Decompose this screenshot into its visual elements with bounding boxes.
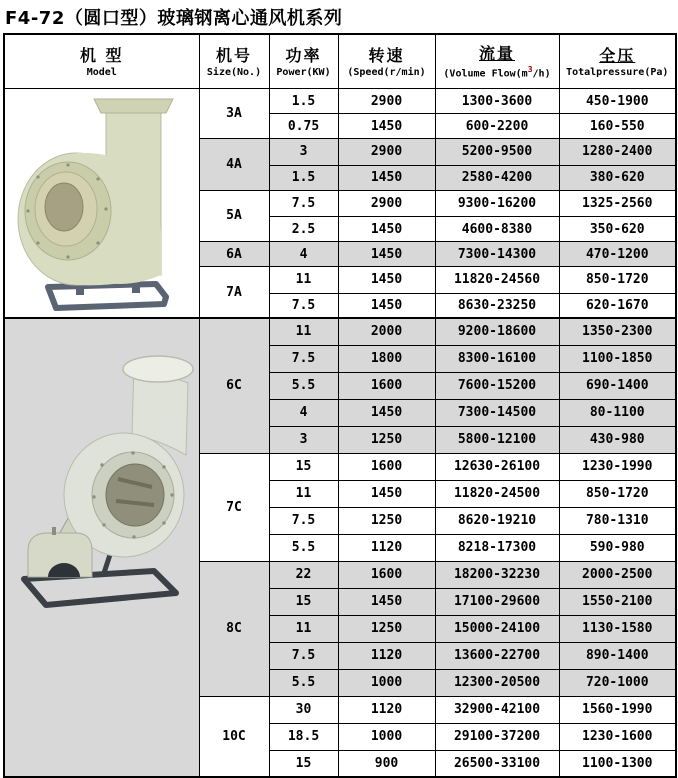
speed-cell: 1450 (338, 165, 435, 190)
header-size-en: Size(No.) (206, 66, 262, 78)
pressure-cell: 850-1720 (559, 267, 676, 294)
flow-cell: 9200-18600 (435, 318, 559, 345)
header-power-zh: 功率 (285, 45, 322, 65)
speed-cell: 1600 (338, 561, 435, 588)
header-model (4, 34, 199, 89)
power-cell: 5.5 (269, 534, 338, 561)
speed-cell: 2900 (338, 89, 435, 114)
speed-cell: 1120 (338, 696, 435, 723)
pressure-cell: 1230-1990 (559, 453, 676, 480)
header-flow-en: (Volume $Flow(m^3/h)$ (443, 64, 551, 80)
speed-cell: 1250 (338, 426, 435, 453)
header-flow (435, 34, 559, 89)
speed-cell: 1120 (338, 534, 435, 561)
size-no-cell-6A: 6A (199, 242, 269, 267)
header-flow-zh: 流量 (478, 43, 515, 63)
flow-cell: 32900-42100 (435, 696, 559, 723)
header-power (269, 34, 338, 89)
speed-cell: 1450 (338, 267, 435, 294)
flow-cell: 8630-23250 (435, 293, 559, 318)
speed-cell: 1450 (338, 399, 435, 426)
size-no-cell-6C: 6C (199, 318, 269, 453)
flow-cell: 1300-3600 (435, 89, 559, 114)
speed-cell: 1450 (338, 588, 435, 615)
power-cell: 18.5 (269, 723, 338, 750)
size-no-cell-3A: 3A (199, 89, 269, 139)
header-size-zh: 机号 (215, 45, 252, 65)
power-cell: 3 (269, 139, 338, 166)
flow-cell: 11820-24500 (435, 480, 559, 507)
speed-cell: 1250 (338, 615, 435, 642)
flow-cell: 9300-16200 (435, 190, 559, 217)
pressure-cell: 450-1900 (559, 89, 676, 114)
speed-cell: 2900 (338, 190, 435, 217)
header-speed-en: (Speed(r/min) (347, 66, 426, 78)
pressure-cell: 1325-2560 (559, 190, 676, 217)
flow-cell: 13600-22700 (435, 642, 559, 669)
power-cell: 30 (269, 696, 338, 723)
page-title: F4-72（圆口型）玻璃钢离心通风机系列 (5, 8, 343, 29)
pressure-cell: 620-1670 (559, 293, 676, 318)
model-photo-cell-C (4, 318, 199, 777)
model-photo-cell-A (4, 89, 199, 319)
pressure-cell: 1100-1850 (559, 345, 676, 372)
flow-cell: 12300-20500 (435, 669, 559, 696)
header-model-en: Model (86, 66, 117, 78)
direct-drive-fan-image (6, 91, 197, 313)
pressure-cell: 1550-2100 (559, 588, 676, 615)
power-cell: 15 (269, 588, 338, 615)
power-cell: 15 (269, 750, 338, 777)
power-cell: 11 (269, 480, 338, 507)
power-cell: 11 (269, 267, 338, 294)
flow-cell: 17100-29600 (435, 588, 559, 615)
power-cell: 0.75 (269, 114, 338, 139)
flow-unit-superscript: 3 (527, 64, 533, 74)
size-no-cell-4A: 4A (199, 139, 269, 191)
power-cell: 5.5 (269, 372, 338, 399)
spec-row-6C-0 (4, 318, 676, 345)
pressure-cell: 350-620 (559, 217, 676, 242)
pressure-cell: 590-980 (559, 534, 676, 561)
pressure-cell: 1560-1990 (559, 696, 676, 723)
flow-cell: 18200-32230 (435, 561, 559, 588)
pressure-cell: 1280-2400 (559, 139, 676, 166)
speed-cell: 1600 (338, 453, 435, 480)
flow-cell: 600-2200 (435, 114, 559, 139)
flow-cell: 8620-19210 (435, 507, 559, 534)
speed-cell: 1800 (338, 345, 435, 372)
pressure-cell: 720-1000 (559, 669, 676, 696)
header-pressure-en: Totalpressure(Pa) (566, 66, 669, 78)
power-cell: 5.5 (269, 669, 338, 696)
pressure-cell: 430-980 (559, 426, 676, 453)
flow-cell: 5800-12100 (435, 426, 559, 453)
pressure-cell: 1100-1300 (559, 750, 676, 777)
speed-cell: 1250 (338, 507, 435, 534)
pressure-cell: 470-1200 (559, 242, 676, 267)
speed-cell: 1600 (338, 372, 435, 399)
header-pressure-zh: 全压 (599, 45, 636, 65)
header-speed-zh: 转速 (368, 45, 405, 65)
pressure-cell: 1230-1600 (559, 723, 676, 750)
pressure-cell: 1130-1580 (559, 615, 676, 642)
power-cell: 7.5 (269, 293, 338, 318)
speed-cell: 1450 (338, 242, 435, 267)
power-cell: 3 (269, 426, 338, 453)
speed-cell: 1000 (338, 723, 435, 750)
header-model-zh: 机 型 (79, 45, 124, 65)
speed-cell: 1450 (338, 217, 435, 242)
power-cell: 1.5 (269, 89, 338, 114)
power-cell: 1.5 (269, 165, 338, 190)
speed-cell: 900 (338, 750, 435, 777)
power-cell: 7.5 (269, 507, 338, 534)
power-cell: 15 (269, 453, 338, 480)
speed-cell: 1450 (338, 114, 435, 139)
pressure-cell: 380-620 (559, 165, 676, 190)
power-cell: 4 (269, 399, 338, 426)
power-cell: 4 (269, 242, 338, 267)
flow-cell: 15000-24100 (435, 615, 559, 642)
speed-cell: 1000 (338, 669, 435, 696)
pressure-cell: 1350-2300 (559, 318, 676, 345)
direct-drive-fan-photo (5, 89, 199, 317)
size-no-cell-8C: 8C (199, 561, 269, 696)
spec-row-3A-0 (4, 89, 676, 114)
power-cell: 11 (269, 615, 338, 642)
pressure-cell: 160-550 (559, 114, 676, 139)
flow-cell: 12630-26100 (435, 453, 559, 480)
flow-cell: 7300-14500 (435, 399, 559, 426)
header-speed (338, 34, 435, 89)
speed-cell: 2900 (338, 139, 435, 166)
flow-cell: 7600-15200 (435, 372, 559, 399)
speed-cell: 1120 (338, 642, 435, 669)
speed-cell: 2000 (338, 318, 435, 345)
flow-cell: 8218-17300 (435, 534, 559, 561)
belt-drive-fan-photo (5, 319, 199, 625)
pressure-cell: 850-1720 (559, 480, 676, 507)
belt-drive-fan-image (6, 321, 197, 621)
power-cell: 22 (269, 561, 338, 588)
power-cell: 11 (269, 318, 338, 345)
flow-cell: 2580-4200 (435, 165, 559, 190)
flow-cell: 26500-33100 (435, 750, 559, 777)
flow-cell: 4600-8380 (435, 217, 559, 242)
size-no-cell-10C: 10C (199, 696, 269, 777)
speed-cell: 1450 (338, 293, 435, 318)
fan-spec-table (3, 33, 677, 778)
size-no-cell-7A: 7A (199, 267, 269, 319)
header-size (199, 34, 269, 89)
header-row (4, 34, 676, 89)
pressure-cell: 780-1310 (559, 507, 676, 534)
header-power-en: Power(KW) (276, 66, 331, 78)
pressure-cell: 690-1400 (559, 372, 676, 399)
flow-cell: 7300-14300 (435, 242, 559, 267)
pressure-cell: 2000-2500 (559, 561, 676, 588)
pressure-cell: 890-1400 (559, 642, 676, 669)
power-cell: 7.5 (269, 642, 338, 669)
header-pressure (559, 34, 676, 89)
power-cell: 7.5 (269, 190, 338, 217)
speed-cell: 1450 (338, 480, 435, 507)
flow-cell: 11820-24560 (435, 267, 559, 294)
power-cell: 7.5 (269, 345, 338, 372)
flow-cell: 8300-16100 (435, 345, 559, 372)
size-no-cell-5A: 5A (199, 190, 269, 242)
pressure-cell: 80-1100 (559, 399, 676, 426)
size-no-cell-7C: 7C (199, 453, 269, 561)
flow-cell: 5200-9500 (435, 139, 559, 166)
flow-cell: 29100-37200 (435, 723, 559, 750)
power-cell: 2.5 (269, 217, 338, 242)
